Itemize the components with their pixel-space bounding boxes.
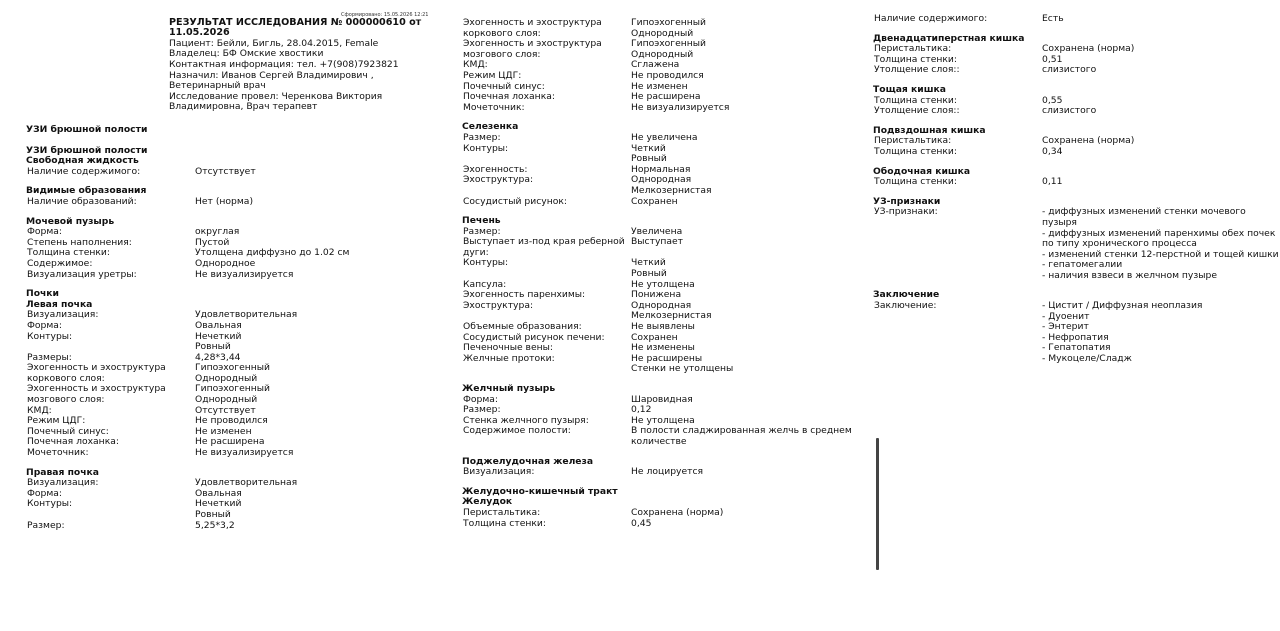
field-label: Контуры: <box>463 257 509 269</box>
header-line-owner: Владелец: БФ Омские хвостики <box>169 48 324 60</box>
field-label: Эхогенность и эхоструктура коркового слоя: <box>463 17 602 39</box>
field-value: Не проводился <box>631 69 704 81</box>
report-section <box>26 289 426 459</box>
field-row <box>462 519 852 530</box>
field-value: слизистого <box>1042 64 1097 76</box>
field-label: Наличие образований: <box>27 195 137 207</box>
field-label: Толщина стенки: <box>874 145 957 157</box>
field-value: 0,11 <box>1042 176 1063 188</box>
field-value: Нечеткий Ровный <box>195 498 242 520</box>
section-title: Правая почка <box>26 466 99 478</box>
field-label: Размеры: <box>27 351 72 363</box>
field-row <box>26 332 426 353</box>
field-value: Понижена <box>631 289 682 301</box>
report-section <box>873 167 1280 188</box>
field-label: Режим ЦДГ: <box>463 69 522 81</box>
field-value: Не изменен <box>195 425 252 437</box>
field-value: Сохранена (норма) <box>1042 43 1135 55</box>
field-value: Однородное <box>195 257 256 269</box>
column-right <box>873 14 1280 365</box>
section-title: Видимые образования <box>26 185 147 197</box>
section-title: УЗИ брюшной полости <box>26 124 148 135</box>
section-title: Селезенка <box>462 121 519 133</box>
field-label: Утолщение слоя:: <box>874 64 960 76</box>
field-label: Почечная лоханка: <box>463 91 555 103</box>
field-label: Размер: <box>463 131 501 143</box>
section-title: Поджелудочная железа <box>462 455 594 467</box>
field-row <box>26 197 426 208</box>
field-value: Нечеткий Ровный <box>195 330 242 353</box>
header-line-referrer: Назначил: Иванов Сергей Владимирович , Ветеринарный врач <box>169 69 374 92</box>
field-label: Размер: <box>463 225 501 237</box>
field-value: Отсутствует <box>195 165 256 177</box>
field-value: 5,25*3,2 <box>195 519 235 531</box>
report-section <box>873 126 1280 158</box>
report-section <box>26 125 426 136</box>
report-section <box>873 14 1280 25</box>
field-label: Наличие содержимого: <box>27 165 141 177</box>
field-row <box>462 71 852 82</box>
field-label: Перистальтика: <box>874 43 952 55</box>
section-title: Мочевой пузырь <box>26 215 115 227</box>
section-title: Ободочная кишка <box>873 165 971 177</box>
field-label: Перистальтика: <box>874 135 952 147</box>
field-label: Контуры: <box>27 498 73 510</box>
field-row <box>462 237 852 258</box>
report-section <box>462 457 852 478</box>
field-label: Мочеточник: <box>463 101 525 113</box>
scrollbar-thumb[interactable] <box>876 438 879 570</box>
field-value: Сохранена (норма) <box>1042 135 1135 147</box>
field-label: УЗ-признаки: <box>874 206 938 218</box>
field-value: Четкий Ровный <box>631 142 667 165</box>
field-value: В полости сладжированная желчь в среднем количестве <box>631 425 852 447</box>
field-value: Нет (норма) <box>195 195 254 207</box>
field-value: Не расширена <box>631 91 701 103</box>
report-section <box>26 146 426 178</box>
field-label: Эхогенность паренхимы: <box>463 289 586 301</box>
field-label: Содержимое полости: <box>463 425 571 437</box>
field-label: Капсула: <box>463 278 507 290</box>
field-row <box>462 175 852 196</box>
section-title: Подвздошная кишка <box>873 124 986 136</box>
field-value: Однородная Мелкозернистая <box>631 299 712 322</box>
report-section <box>873 34 1280 76</box>
field-label: Визуализация: <box>27 309 99 321</box>
field-value: Шаровидная <box>631 393 693 405</box>
field-row <box>462 395 852 406</box>
section-title: УЗИ брюшной полости Свободная жидкость <box>26 144 148 167</box>
field-label: Контуры: <box>27 330 73 342</box>
field-label: Почечный синус: <box>27 425 109 437</box>
field-label: Эхогенность и эхоструктура мозгового слоя: <box>27 383 166 406</box>
field-value: Не визуализируется <box>631 101 730 113</box>
field-value: Есть <box>1042 13 1064 24</box>
column-middle <box>462 18 852 529</box>
field-label: Форма: <box>27 487 63 499</box>
field-row <box>462 301 852 322</box>
field-row <box>462 508 852 519</box>
field-value: Гипоэхогенный Однородный <box>195 362 271 384</box>
field-label: КМД: <box>463 59 488 71</box>
field-row <box>462 18 852 39</box>
field-row <box>26 167 426 178</box>
field-label: Эхогенность и эхоструктура мозгового слоя: <box>463 38 602 60</box>
field-row <box>873 301 1280 365</box>
field-row <box>462 354 852 375</box>
field-row <box>462 133 852 144</box>
field-value: Не лоцируется <box>631 466 704 478</box>
field-label: Толщина стенки: <box>27 247 110 259</box>
field-label: Размер: <box>27 519 65 531</box>
field-value: Нормальная <box>631 163 691 175</box>
field-row <box>462 467 852 478</box>
field-value: Гипоэхогенный Однородный <box>195 383 271 406</box>
field-label: Визуализация: <box>463 466 535 478</box>
field-value: Не визуализируется <box>195 268 294 280</box>
field-label: Наличие содержимого: <box>874 13 988 24</box>
section-title: Тощая кишка <box>873 83 946 95</box>
field-value: Пустой <box>195 236 230 248</box>
field-label: Мочеточник: <box>27 447 89 459</box>
field-label: Режим ЦДГ: <box>27 415 86 427</box>
section-title: Заключение <box>873 289 940 301</box>
field-value: Сохранен <box>631 331 678 343</box>
field-value: - диффузных изменений стенки мочевого пузыря - диффузных изменений паренхимы обех почек по типу хронического процесса - изменений стенки 12-перстной и тощей кишки - гепатомегалии - наличия взвеси в желчном пузыре <box>1042 206 1279 281</box>
report-section <box>462 487 852 529</box>
field-label: Содержимое: <box>27 257 93 269</box>
field-row <box>873 177 1280 188</box>
field-value: Не утолщена <box>631 414 695 426</box>
field-value: округлая <box>195 226 240 238</box>
field-label: Объемные образования: <box>463 321 582 333</box>
field-row <box>26 321 426 332</box>
field-value: Четкий Ровный <box>631 257 667 280</box>
field-label: Эхогенность и эхоструктура коркового слоя: <box>27 362 166 384</box>
header-line-contact: Контактная информация: тел. +7(908)7923821 <box>169 59 399 70</box>
field-label: Эхоструктура: <box>463 174 534 186</box>
report-header <box>169 18 434 113</box>
field-label: Перистальтика: <box>463 506 541 518</box>
field-label: Почечная лоханка: <box>27 436 119 448</box>
report-section <box>26 468 426 532</box>
field-row <box>462 197 852 208</box>
field-label: Печеночные вены: <box>463 342 553 354</box>
field-value: 0,45 <box>631 517 652 529</box>
field-label: Желчные протоки: <box>463 352 555 364</box>
report-section <box>26 186 426 207</box>
field-value: Гипоэхогенный Однородный <box>631 17 707 39</box>
field-value: Однородная Мелкозернистая <box>631 174 712 196</box>
field-label: Толщина стенки: <box>874 53 957 65</box>
field-label: Контуры: <box>463 142 509 154</box>
section-title: Желчный пузырь <box>462 383 556 394</box>
field-value: Не расширены Стенки не утолщены <box>631 352 734 375</box>
report-section <box>462 18 852 113</box>
field-row <box>462 103 852 114</box>
field-value: Сглажена <box>631 59 680 71</box>
report-section <box>462 216 852 375</box>
field-label: Утолщение слоя:: <box>874 105 960 117</box>
field-row <box>26 499 426 520</box>
field-row <box>873 14 1280 25</box>
field-value: Не проводился <box>195 415 268 427</box>
field-row <box>873 147 1280 158</box>
field-row <box>462 258 852 279</box>
field-label: Размер: <box>463 404 501 416</box>
field-row <box>873 65 1280 76</box>
field-label: Сосудистый рисунок: <box>463 195 567 207</box>
field-value: Не утолщена <box>631 278 695 290</box>
field-value: Не визуализируется <box>195 447 294 459</box>
column-left <box>26 125 426 531</box>
field-value: Овальная <box>195 319 242 331</box>
field-value: Увеличена <box>631 225 683 237</box>
report-section <box>26 217 426 281</box>
field-row <box>26 384 426 405</box>
field-label: Сосудистый рисунок печени: <box>463 331 605 343</box>
field-row <box>26 270 426 281</box>
field-label: Заключение: <box>874 300 937 312</box>
report-section <box>873 290 1280 364</box>
field-label: Визуализация: <box>27 477 99 489</box>
field-value: 0,12 <box>631 404 652 416</box>
field-value: Утолщена диффузно до 1.02 см <box>195 247 350 259</box>
field-value: 0,55 <box>1042 94 1063 106</box>
field-value: Не изменены <box>631 342 695 354</box>
field-row <box>26 521 426 532</box>
field-label: Форма: <box>27 226 63 238</box>
report-section <box>873 85 1280 117</box>
report-section <box>462 122 852 207</box>
field-row <box>462 39 852 60</box>
field-value: 0,51 <box>1042 53 1063 65</box>
field-label: Форма: <box>463 393 499 405</box>
field-value: Не выявлены <box>631 321 695 333</box>
field-value: Сохранена (норма) <box>631 506 724 518</box>
section-title: Двенадцатиперстная кишка <box>873 32 1025 44</box>
field-value: Сохранен <box>631 195 678 207</box>
field-label: КМД: <box>27 404 52 416</box>
field-row <box>26 448 426 459</box>
field-value: Не расширена <box>195 436 265 448</box>
section-title: Желудочно-кишечный тракт Желудок <box>462 485 618 508</box>
field-label: Почечный синус: <box>463 80 545 92</box>
header-line-examiner: Исследование провел: Черенкова Виктория Владимировна, Врач терапевт <box>169 90 383 113</box>
field-label: Форма: <box>27 319 63 331</box>
header-line-patient: Пациент: Бейли, Бигль, 28.04.2015, Female <box>169 37 379 49</box>
field-value: Выступает <box>631 236 684 248</box>
field-row <box>26 259 426 270</box>
section-title: Печень <box>462 215 501 227</box>
field-value: 0,34 <box>1042 145 1063 157</box>
field-value: Не увеличена <box>631 131 698 143</box>
field-value: Гипоэхогенный Однородный <box>631 38 707 60</box>
field-row <box>873 106 1280 117</box>
field-row <box>462 144 852 165</box>
generated-stamp: Сформировано: 15.05.2026 12:21 <box>341 12 429 18</box>
field-label: Эхоструктура: <box>463 299 534 311</box>
field-value: слизистого <box>1042 105 1097 117</box>
field-row <box>26 363 426 384</box>
field-value: Удовлетворительная <box>195 477 298 489</box>
section-title: УЗ-признаки <box>873 195 941 207</box>
report-section <box>873 197 1280 282</box>
field-value: Не изменен <box>631 80 688 92</box>
field-value: Овальная <box>195 487 242 499</box>
field-label: Толщина стенки: <box>874 94 957 106</box>
field-label: Степень наполнения: <box>27 236 132 248</box>
section-title: Почки Левая почка <box>26 288 93 310</box>
field-label: Эхогенность: <box>463 163 528 175</box>
field-value: Отсутствует <box>195 404 256 416</box>
field-label: Стенка желчного пузыря: <box>463 414 589 426</box>
field-row <box>873 207 1280 281</box>
field-value: 4,28*3,44 <box>195 351 241 363</box>
field-value: - Цистит / Диффузная неоплазия - Дуоенит - Энтерит - Нефропатия - Гепатопатия - Мукоцеле/Сладж <box>1042 300 1203 365</box>
field-label: Толщина стенки: <box>874 176 957 188</box>
field-row <box>462 426 852 447</box>
report-title: РЕЗУЛЬТАТ ИССЛЕДОВАНИЯ № 000000610 от 11.05.2026 <box>169 17 422 39</box>
field-value: Удовлетворительная <box>195 309 298 321</box>
field-label: Визуализация уретры: <box>27 268 137 280</box>
field-label: Толщина стенки: <box>463 517 546 529</box>
report-section <box>462 384 852 448</box>
field-label: Выступает из-под края реберной дуги: <box>463 236 625 258</box>
